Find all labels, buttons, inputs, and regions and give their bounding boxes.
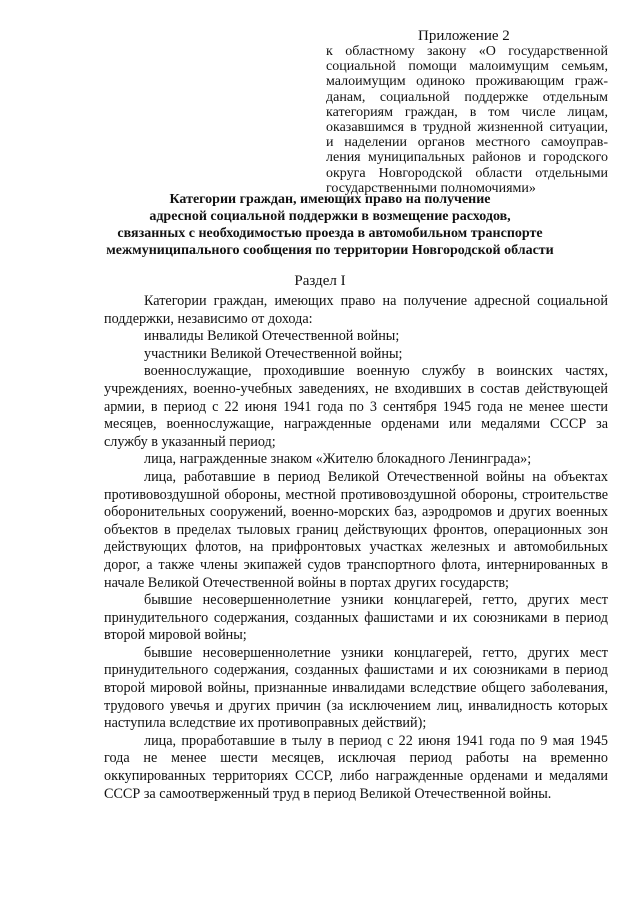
body-paragraph: Категории граждан, имеющих право на получение адресной социальной поддержки, независимо от дохода: [104, 293, 608, 327]
appendix-block [326, 28, 608, 196]
body-paragraph: участники Великой Отечественной войны; [144, 345, 403, 362]
body-paragraph: инвалиды Великой Отечественной войны; [144, 328, 400, 345]
section-title: Раздел I [294, 273, 346, 289]
appendix-line: данам, социальной поддержке отдельным [326, 89, 608, 105]
heading-line: адресной социальной поддержки в возмещение расходов, [149, 209, 511, 224]
body-paragraph: лица, награжденные знаком «Жителю блокадного Ленинграда»; [144, 451, 532, 468]
appendix-line: социальной помощи малоимущим семьям, [326, 59, 608, 75]
body-paragraph: лица, работавшие в период Великой Отечественной войны на объектах противовоздушной обороны, местной противовоздушной обороны, строительстве оборонительных сооружений, военно-морских баз, аэродромов и других военных объектов в пределах тыловых границ действующих фронтов, операционных зон действующих флотов, на прифронтовых участках железных и автомобильных дорог, а также члены экипажей судов транспортного флота, интернированных в начале Великой Отечественной войны в портах других государств; [104, 468, 608, 591]
appendix-line: малоимущим одиноко проживающим граж- [326, 74, 608, 90]
appendix-line: к областному закону «О государственной [326, 44, 608, 59]
document-body [104, 293, 608, 803]
appendix-line: округа Новгородской области отдельными [326, 165, 608, 181]
heading-line: межмуниципального сообщения по территории Новгородской области [106, 243, 554, 258]
appendix-line: оказавшимся в трудной жизненной ситуации, [326, 120, 608, 136]
appendix-line: и наделении органов местного самоуправ- [326, 135, 608, 151]
body-paragraph: военнослужащие, проходившие военную службу в воинских частях, учреждениях, военно-учебных заведениях, не входивших в состав действующей армии, в период с 22 июня 1941 года по 3 сентября 1945 года не менее шести месяцев, военнослужащие, награжденные орденами или медалями СССР за службу в указанный период; [104, 363, 608, 450]
appendix-line: ления муниципальных районов и городского [326, 150, 608, 166]
document-heading [90, 191, 570, 259]
body-paragraph: бывшие несовершеннолетние узники концлагерей, гетто, других мест принудительного содержания, созданных фашистами и их союзниками в период второй мировой войны, признанные инвалидами вследствие общего заболевания, трудового увечья и других причин (за исключением лиц, инвалидность которых наступила вследствие их противоправных действий); [104, 644, 608, 732]
appendix-line: категориям граждан, в том числе лицам, [326, 104, 608, 120]
appendix-line: государственными полномочиями» [326, 180, 536, 196]
body-paragraph: лица, проработавшие в тылу в период с 22 июня 1941 года по 9 мая 1945 года не менее шести месяцев, исключая период работы на временно оккупированных территориях СССР, либо награжденные орденами и медалями СССР за самоотверженный труд в период Великой Отечественной войны. [104, 732, 608, 802]
body-paragraph: бывшие несовершеннолетние узники концлагерей, гетто, других мест принудительного содержания, созданных фашистами и их союзниками в период второй мировой войны; [104, 592, 608, 644]
heading-line: Категории граждан, имеющих право на получение [169, 192, 491, 207]
heading-line: связанных с необходимостью проезда в автомобильном транспорте [117, 226, 543, 241]
appendix-title: Приложение 2 [418, 28, 510, 44]
